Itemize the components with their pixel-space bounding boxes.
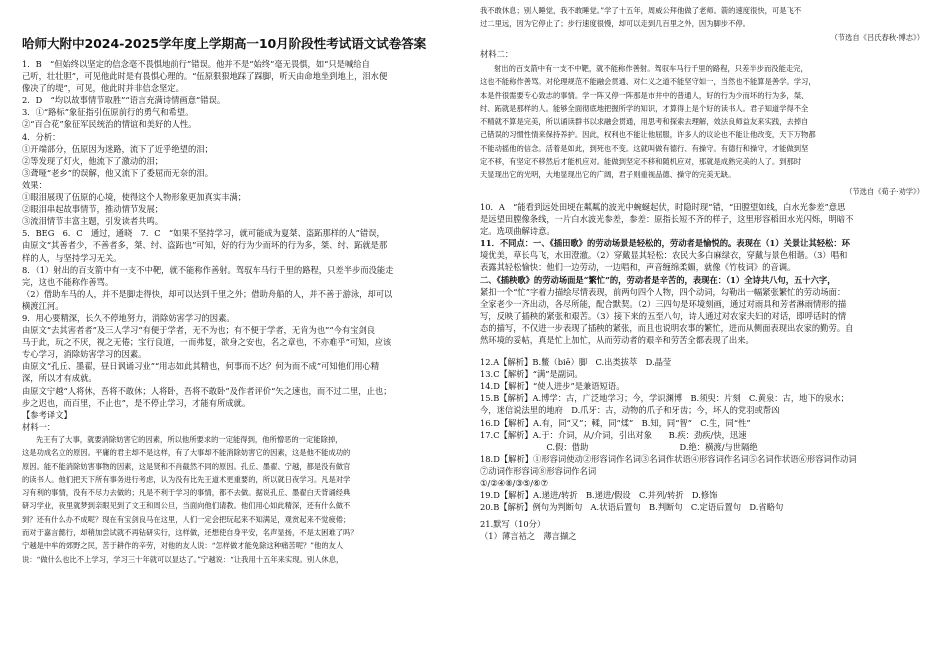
text-line: 由原文“其善者少，不善者多，桀、纣、盗跖也”可知，好的行为少而坏的行为多，桀、纣、跖就是那 (22, 240, 388, 251)
text-line: 由原文“去其害者者”及三人学习“有便于学者，无不为也；有不便于学者，无肯为也”“今有宝剑良 (22, 325, 376, 336)
text-line: 定不移，有坚定不移然后才能机应对。能做到坚定不移和随机应对，那就是成熟完美的人了。到那时 (480, 157, 802, 167)
text-line: 21.默写（10分） (480, 519, 546, 530)
text-line: 己错误的习惯性情来保持养护。因此，权利也不能让他屈服，许多人的议论也不能让他改变，天下万物都 (480, 130, 816, 140)
text-line: 材料一： (22, 421, 56, 432)
text-line: 17.C【解析】A.于：介词，从/介词，引出对象 B.疾：劲疾/快，迅速 (480, 429, 747, 440)
text-line: 过二里远，因为它停止了；步行速度很慢，却可以走到几百里之外，因为脚步不停。 (480, 19, 750, 29)
text-line: 8．（1）射出的百支箭中有一支不中靶，就不能称作善射。驾驭车马行千里的路程，只差半步而没能走 (22, 264, 394, 275)
text-line: 马于此，玩之不厌，视之无倦；宝行良道，一而弗复，欲身之安也，名之章也，不亦难乎”可知，应该 (22, 337, 392, 348)
source-citation: （节选自《吕氏春秋·博志》） (830, 32, 924, 42)
text-line: 13.C【解析】“满”是副词。 (480, 369, 583, 380)
text-line: 到？还有什么办不成呢？现在有宝剑良马在这里，人们一定会把玩起来不知满足，观赏起来不觉疲倦； (22, 514, 351, 524)
text-line: 原因。能不能消除妨害事物的因素，这是贤和不肖截然不同的原因。孔丘、墨翟、宁越，都是没有做官 (22, 461, 351, 471)
text-line: 横渡江河。 (22, 300, 64, 311)
text-line: 我不敢休息；别人睡觉，我不敢睡觉。”学了十五年，周威公拜他做了老师。箭的速度很快，可是飞不 (480, 6, 802, 15)
document-title: 哈师大附中2024-2025学年度上学期高一10月阶段性考试语文试卷答案 (22, 36, 427, 51)
text-line: 5．BEG 6．C 通过，通晓 7．C “如果不坚持学习，就可能成为夏桀、盗跖那样的人”错误， (22, 228, 385, 239)
text-line: 天显现出它的光明，大地显现出它的广阔，君子则重视品德、操守的完美无缺。 (480, 170, 736, 180)
text-line: （1）薄言袺之 薄言撷之 (480, 531, 577, 542)
text-line: 先王有了大事，就要消除妨害它的因素，所以他所要求的一定能得到，他所憎恶的一定能除掉， (36, 434, 343, 444)
text-line: 2．D “均以故事情节取胜”“语言充满诗情画意”错误。 (22, 95, 226, 106)
text-line: 说：“做什么也比不上学习，学习三十年就可以显达了。”宁越说：“让我用十五年来实现。别人休息， (22, 554, 344, 564)
text-line: 不精就不算是完美，所以诵读群书以求融会贯通，用思考和探索去理解，效法良师益友来实践，去掉自 (480, 117, 809, 127)
text-line: 由原文“孔丘、墨翟，昼日讽诵习业”“用志如此其精也，何事而不达？何为而不成”可知他们用心精 (22, 361, 380, 372)
text-line: 16.D【解析】A.有，同“又”；輮，同“煣” B.知，同“智” C.生，同“性” (480, 417, 751, 428)
text-line: 宁越是中牟的郊野之民，苦于耕作的辛劳，对他的友人说：“怎样做才能免除这种痛苦呢？”他的友人 (22, 541, 344, 551)
answers-block-right (480, 201, 930, 346)
answers-block-12-21 (480, 356, 930, 542)
text-line: 15.B【解析】A.博学：古，广泛地学习；今，学识渊博 B.须臾：片刻 C.黄泉：古，地下的泉水； (480, 393, 849, 404)
text-line: 3．①“路标”象征指引伍原前行的勇气和希望。 (22, 107, 194, 118)
text-line: 像决了的堤”，可见，他此时并非信念坚定。 (22, 83, 184, 94)
text-line: 9．用心要精深，长久不停地努力，消除妨害学习的因素。 (22, 312, 235, 323)
text-line: 10．A “能看到远处田埂在粼粼的波光中蜿蜒起伏，时隐时现”错，“田膛望如线，白水光参差”意思 (480, 201, 846, 212)
text-line: 这也不能称作善骂。对伦理规范不能融会贯通、对仁义之道不能坚守如一，当然也不能算是善学。学习， (480, 77, 816, 87)
text-line: 18.D【解析】①形容词使动②形容词作名词③名词作状语④形容词作名词⑤名词作状语⑥形容词作动词 (480, 453, 857, 464)
text-line: 专心学习，消除妨害学习的因素。 (22, 349, 147, 360)
text-line: ⑦动词作形容词⑧形容词作名词 (480, 465, 597, 476)
text-line: 全家老少一齐出动，各尽所能，配合默契。（2）三四句是环境刻画，通过对雨具和芳者淋雨情形的描 (480, 298, 847, 309)
text-line: 习有利的事情，没有不尽力去做的；凡是不利于学习的事情，都不去做。据说孔丘、墨翟白天背诵经典 (22, 488, 351, 498)
text-line: 纣、跖就是那样的人。能够全面彻底地把握所学的知识，才算得上是个好的读书人。君子知道学得不全 (480, 103, 809, 113)
text-line: ③聋哑“老乡”的误解，他又流下了委屈而无奈的泪。 (22, 167, 214, 178)
text-line: 二、《插秧歌》的劳动场面是“繁忙”的，劳动者是辛苦的，表现在：（1）全诗共八句，五十六字， (480, 274, 836, 285)
text-line: 19.D【解析】A.递进/转折 B.递进/假设 C.并列/转折 D.修饰 (480, 490, 718, 501)
text-line: 态的描写，不仅进一步表现了插秧的紧张，而且也说明农事的繁忙，进而从侧面表现出农家的勤劳。自 (480, 322, 854, 333)
text-line: 写，反映了插秧的紧张和艰苦。（3）接下来的五至八句，诗人通过对农家夫妇的对话，即呼话时的情 (480, 310, 847, 321)
translation-material-1 (22, 433, 442, 566)
text-line: 研习学业，夜里就梦到亲眼见到了文王和周公旦，当面向他们请教。他们用心如此精深，还有什么做不 (22, 501, 351, 511)
text-line: ②“百合花”象征军民统治的情谊和美好的人性。 (22, 119, 197, 130)
text-line: 1．B “但始终以坚定的信念毫不畏惧地前行”错误。他并不是“始终”毫无畏惧，如“只是喊给自 (22, 59, 370, 69)
text-line: 20.B【解析】例句为判断句 A.状语后置句 B.判断句 C.定语后置句 D.省略句 (480, 502, 784, 513)
text-line: 的读书人。他们把天下所有事务进行考虑，认为没有比先王道术更重要的，所以就日夜学习。凡是对学 (22, 474, 351, 484)
text-line: ②眼泪串起故事情节，推动情节发展； (22, 204, 164, 215)
text-line: 射出的百支箭中有一支不中靶，就不能称作善射。驾驭车马行千里的路程，只差半步而没能走完， (494, 63, 808, 73)
text-line: 【参考译文】 (22, 409, 72, 420)
text-line: 完，这也不能称作善骂。 (22, 276, 114, 287)
text-line: 是远望田膛像条线，一片白水波光参差，参差：原指长短不齐的样子，这里形容稻田水光闪烁，明暗不 (480, 214, 854, 225)
text-line: 表露其轻松愉快：他们一边劳动，一边唱和，声音缠绵柔媚，就像《竹枝词》的音调。 (480, 262, 796, 273)
text-line: 11．不同点：一、《插田歌》的劳动场景是轻松的，劳动者是愉悦的。表现在（1）关景让其轻松：环 (480, 238, 850, 249)
left-column (22, 0, 442, 566)
text-line: ①/②④⑧/③⑤/⑥⑦ (480, 478, 548, 489)
text-line: 然环境的妥帖，真是忙上加忙，从而劳动者的艰辛和劳苦全都表现了出来。 (480, 334, 754, 345)
text-line: 深，所以才有成就。 (22, 373, 97, 384)
text-line: C.假：借助 D.绝：横渡/与世隔绝 (480, 441, 758, 452)
text-line: ①开端部分，伍原因为迷路，流下了近乎绝望的泪； (22, 143, 213, 154)
right-column (480, 4, 930, 542)
text-line: （2）借助车马的人，并不是脚走得快，却可以达到千里之外；借助舟船的人，并不善于游泳，却可以 (22, 288, 393, 299)
text-line: ①眼泪展现了伍原的心境，使得这个人物形象更加真实丰满； (22, 192, 247, 203)
text-line: 而对于嘉言懿行，却稍加尝试就不再钻研实行，这样做，还想使自身平安，名声显扬，不是太困难了吗？ (22, 527, 358, 537)
text-line: 效果： (22, 179, 47, 190)
text-line: ③流泪情节丰富主题，引发读者共鸣。 (22, 216, 164, 227)
text-line: 定。选项曲解诗意。 (480, 226, 555, 237)
text-line: ②等发现了灯火，他流下了激动的泪； (22, 155, 164, 166)
text-line: 12.A【解析】B.鳖（biē）脚 C.出类拔萃 D.晶莹 (480, 357, 672, 368)
text-line: 步之迟也，而百里，不止也”，是不停止学习，才能有所成就。 (22, 397, 251, 408)
translation-material-2 (480, 62, 930, 182)
section-label: 材料二： (480, 48, 514, 59)
answers-block-left (22, 58, 442, 433)
text-line: 紧扣一个“忙”字着力描绘尽情表现，前两句四个人物，四个动词，勾勒出一幅紧张繁忙的劳动场面： (480, 286, 846, 297)
text-line: 境优美，草长鸟飞，水田澄澈。（2）穿戴显其轻松：农民大多白麻绿衣，穿戴与景色相谐。（3）唱和 (480, 250, 848, 261)
text-line: 今，迷信说法里的地府 D.爪牙：古，动物的爪子和牙齿；今，坏人的党羽或帮凶 (480, 405, 780, 416)
text-line: 由原文宁越“人将休，吾将不敢休；人将卧，吾将不敢卧”及作者评价“矢之速也，而不过二里，止也； (22, 385, 392, 396)
text-line: 样的人，与坚持学习无关。 (22, 252, 122, 263)
text-line: 4．分析： (22, 131, 61, 142)
text-line: 这是功成名立的原因。平庸的君主却不是这样，有了大事却不能消除妨害它的因素，这是他不能成功的 (22, 448, 351, 458)
text-line: 己听，壮壮胆”，可见他此时是有畏惧心理的。“伍原狠狠地踩了踩脚，听天由命地坐到地上，泪水便 (22, 71, 388, 82)
text-line: 本是件很需要专心致志的事情。学一阵又停一阵那是市井中的普通人，好的行为少而坏的行为多，桀、 (480, 90, 809, 100)
text-line: 14.D【解析】“使人进步”是兼语短语。 (480, 381, 625, 392)
source-citation: （节选自《荀子·劝学》） (845, 186, 924, 196)
text-line: 不能动摇他的信念。活着是如此，到死也不变。这就叫做有德行、有操守。有德行和操守，才能做到坚 (480, 143, 809, 153)
